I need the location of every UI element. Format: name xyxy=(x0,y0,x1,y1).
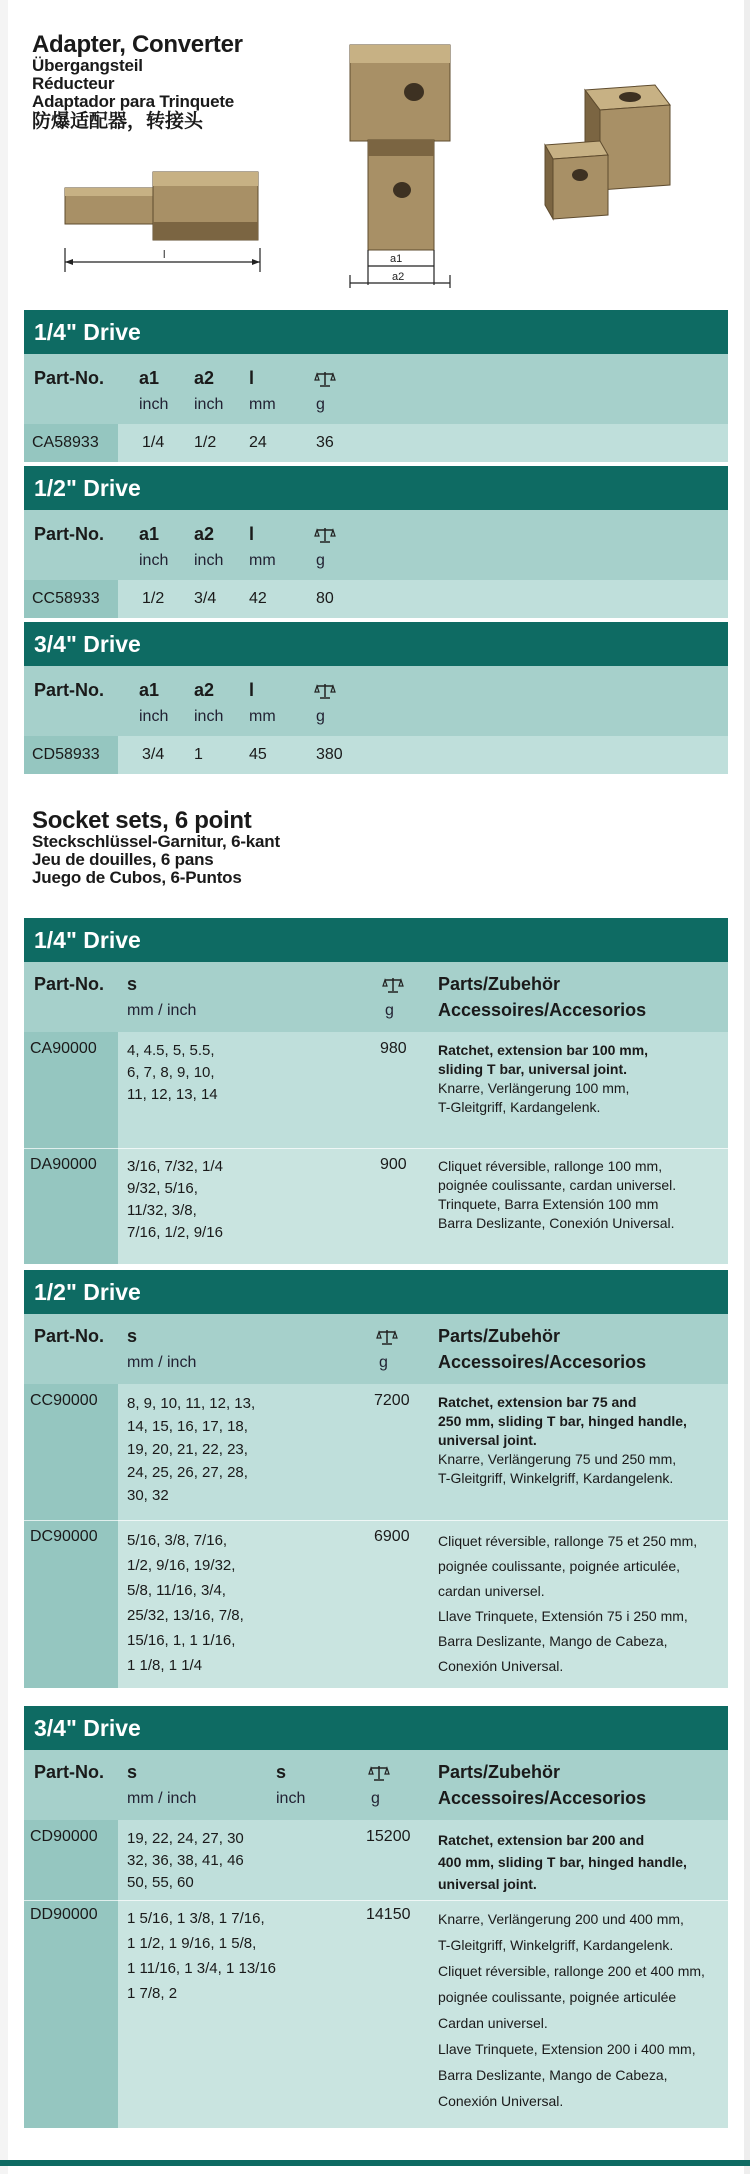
col-s: s xyxy=(127,1762,138,1782)
col-l: l xyxy=(249,524,255,544)
adapter-front-view-image xyxy=(340,40,460,290)
part-no: DC90000 xyxy=(30,1528,98,1545)
scale-icon xyxy=(376,1328,398,1346)
size-line: 11, 12, 13, 14 xyxy=(127,1086,218,1103)
col-s: s xyxy=(127,974,138,994)
value-a1: 1/2 xyxy=(142,590,165,607)
unit-s-inch: inch xyxy=(276,1790,306,1807)
value-a2: 1 xyxy=(194,746,203,763)
socket-sizes xyxy=(127,1828,244,1894)
table-row xyxy=(24,1820,728,1900)
accessories xyxy=(438,1157,676,1233)
size-line: 25/32, 13/16, 7/8, xyxy=(127,1607,244,1624)
accessory-line: cardan universel. xyxy=(438,1583,545,1599)
adapter-title-de: Übergangsteil xyxy=(32,56,143,75)
col-parts: Parts/Zubehör xyxy=(438,974,561,994)
value-l: 24 xyxy=(249,434,267,451)
accessory-line: Ratchet, extension bar 100 mm, xyxy=(438,1042,649,1058)
size-line: 24, 25, 26, 27, 28, xyxy=(127,1464,248,1481)
unit-g: g xyxy=(316,708,325,725)
adapter-side-view-image xyxy=(55,160,270,280)
table-row xyxy=(24,1148,728,1264)
socket-sizes xyxy=(127,1040,218,1106)
size-line: 15/16, 1, 1 1/16, xyxy=(127,1632,236,1649)
value-a1: 1/4 xyxy=(142,434,165,451)
unit-a2: inch xyxy=(194,552,224,569)
sockets-header xyxy=(32,808,280,887)
value-g: 80 xyxy=(316,590,334,607)
accessories xyxy=(438,1393,687,1488)
unit-s: mm / inch xyxy=(127,1002,197,1019)
accessories xyxy=(438,1041,648,1117)
unit-a2: inch xyxy=(194,396,224,413)
size-line: 11/32, 3/8, xyxy=(127,1202,197,1219)
col-part-no: Part-No. xyxy=(34,1326,105,1346)
socket-table-half xyxy=(24,1270,728,1688)
col-part-no: Part-No. xyxy=(34,368,105,388)
scale-icon xyxy=(314,682,336,700)
column-header-row xyxy=(24,354,728,424)
accessory-line: Llave Trinquete, Extension 200 i 400 mm, xyxy=(438,2041,696,2057)
unit-a1: inch xyxy=(139,552,169,569)
col-a1: a1 xyxy=(139,524,160,544)
unit-s: mm / inch xyxy=(127,1790,197,1807)
accessory-line: Conexión Universal. xyxy=(438,2093,564,2109)
col-parts-accessories: Accessoires/Accesorios xyxy=(438,1352,647,1372)
col-l: l xyxy=(249,680,255,700)
value-l: 42 xyxy=(249,590,267,607)
value-a2: 3/4 xyxy=(194,590,217,607)
part-no: DA90000 xyxy=(30,1156,97,1173)
table-row xyxy=(24,424,728,462)
col-parts: Parts/Zubehör xyxy=(438,1326,561,1346)
drive-header: 1/4" Drive xyxy=(24,310,728,354)
accessory-line: Cliquet réversible, rallonge 75 et 250 mm, xyxy=(438,1533,698,1549)
adapter-table-quarter xyxy=(24,310,728,462)
accessory-line: Cliquet réversible, rallonge 200 et 400 mm, xyxy=(438,1963,705,1979)
accessory-line: Ratchet, extension bar 200 and xyxy=(438,1832,645,1848)
sockets-title-es: Juego de Cubos, 6-Puntos xyxy=(32,868,242,887)
accessory-line: Ratchet, extension bar 75 and xyxy=(438,1394,637,1410)
weight: 15200 xyxy=(366,1828,411,1845)
table-row xyxy=(24,1900,728,2128)
col-s: s xyxy=(127,1326,138,1346)
size-line: 30, 32 xyxy=(127,1487,169,1504)
socket-sizes xyxy=(127,1528,244,1678)
drive-header: 3/4" Drive xyxy=(24,622,728,666)
table-row xyxy=(24,736,728,774)
scale-icon xyxy=(368,1764,390,1782)
accessory-line: 250 mm, sliding T bar, hinged handle, xyxy=(438,1413,687,1429)
unit-g: g xyxy=(316,396,325,413)
col-a1: a1 xyxy=(139,680,160,700)
page-bottom-rule xyxy=(0,2160,750,2166)
accessory-line: Cardan universel. xyxy=(438,2015,548,2031)
accessory-line: T-Gleitgriff, Winkelgriff, Kardangelenk. xyxy=(438,1937,674,1953)
size-line: 1 1/8, 1 1/4 xyxy=(127,1657,203,1674)
page-border-left xyxy=(0,0,8,2174)
col-a1: a1 xyxy=(139,368,160,388)
unit-g: g xyxy=(385,1002,394,1019)
accessory-line: Llave Trinquete, Extensión 75 i 250 mm, xyxy=(438,1608,688,1624)
weight: 980 xyxy=(380,1040,407,1057)
sockets-title-de: Steckschlüssel-Garnitur, 6-kant xyxy=(32,832,280,851)
size-line: 1/2, 9/16, 19/32, xyxy=(127,1557,236,1574)
drive-header: 3/4" Drive xyxy=(24,1706,728,1750)
accessory-line: poignée coulissante, poignée articulée xyxy=(438,1989,677,2005)
column-header-row xyxy=(24,1750,728,1820)
unit-s: mm / inch xyxy=(127,1354,197,1371)
scale-icon xyxy=(314,526,336,544)
weight: 900 xyxy=(380,1156,407,1173)
value-g: 380 xyxy=(316,746,343,763)
socket-sizes xyxy=(127,1392,255,1507)
row-divider xyxy=(24,1900,728,1901)
unit-g: g xyxy=(371,1790,380,1807)
drive-header: 1/4" Drive xyxy=(24,918,728,962)
size-line: 5/8, 11/16, 3/4, xyxy=(127,1582,226,1599)
column-header-row xyxy=(24,962,728,1032)
accessory-line: Cliquet réversible, rallonge 100 mm, xyxy=(438,1158,663,1174)
value-a1: 3/4 xyxy=(142,746,165,763)
part-no: CA90000 xyxy=(30,1040,97,1057)
column-header-row xyxy=(24,666,728,736)
table-row xyxy=(24,580,728,618)
size-line: 3/16, 7/32, 1/4 xyxy=(127,1158,223,1175)
size-line: 5/16, 3/8, 7/16, xyxy=(127,1532,228,1549)
col-s-inch: s xyxy=(276,1762,287,1782)
page-border-right xyxy=(744,0,750,2174)
size-line: 7/16, 1/2, 9/16 xyxy=(127,1224,223,1241)
row-divider xyxy=(24,1520,728,1521)
part-no: CD90000 xyxy=(30,1828,98,1845)
accessory-line: sliding T bar, universal joint. xyxy=(438,1061,628,1077)
unit-a2: inch xyxy=(194,708,224,725)
unit-l: mm xyxy=(249,552,276,569)
size-line: 19, 22, 24, 27, 30 xyxy=(127,1830,244,1847)
accessory-line: Barra Deslizante, Mango de Cabeza, xyxy=(438,2067,668,2083)
column-header-row xyxy=(24,1314,728,1384)
col-l: l xyxy=(249,368,255,388)
size-line: 6, 7, 8, 9, 10, xyxy=(127,1064,215,1081)
unit-a1: inch xyxy=(139,708,169,725)
weight: 6900 xyxy=(374,1528,410,1545)
adapter-title-es: Adaptador para Trinquete xyxy=(32,92,235,111)
col-a2: a2 xyxy=(194,680,215,700)
part-no: DD90000 xyxy=(30,1906,98,1923)
accessory-line: T-Gleitgriff, Winkelgriff, Kardangelenk. xyxy=(438,1470,674,1486)
size-line: 1 5/16, 1 3/8, 1 7/16, xyxy=(127,1910,265,1927)
unit-a1: inch xyxy=(139,396,169,413)
col-a2: a2 xyxy=(194,368,215,388)
part-no: CC90000 xyxy=(30,1392,98,1409)
table-row xyxy=(24,1520,728,1688)
accessories xyxy=(438,1829,687,1895)
col-parts-accessories: Accessoires/Accesorios xyxy=(438,1788,647,1808)
adapter-title-fr: Réducteur xyxy=(32,74,115,93)
adapter-title-zh: 防爆适配器，转接头 xyxy=(32,111,204,132)
accessory-line: poignée coulissante, poignée articulée, xyxy=(438,1558,681,1574)
accessories xyxy=(438,1529,697,1679)
drive-header: 1/2" Drive xyxy=(24,466,728,510)
scale-icon xyxy=(314,370,336,388)
value-a2: 1/2 xyxy=(194,434,217,451)
accessory-line: Trinquete, Barra Extensión 100 mm xyxy=(438,1196,659,1212)
col-parts: Parts/Zubehör xyxy=(438,1762,561,1782)
accessory-line: Knarre, Verlängerung 75 und 250 mm, xyxy=(438,1451,677,1467)
weight: 7200 xyxy=(374,1392,410,1409)
sockets-title: Socket sets, 6 point xyxy=(32,807,252,834)
accessory-line: T-Gleitgriff, Kardangelenk. xyxy=(438,1099,601,1115)
socket-table-quarter xyxy=(24,918,728,1264)
col-parts-accessories: Accessoires/Accesorios xyxy=(438,1000,647,1020)
size-line: 9/32, 5/16, xyxy=(127,1180,198,1197)
accessory-line: Barra Deslizante, Mango de Cabeza, xyxy=(438,1633,668,1649)
accessory-line: poignée coulissante, cardan universel. xyxy=(438,1177,677,1193)
part-no-cell-bg xyxy=(24,1900,118,2128)
column-header-row xyxy=(24,510,728,580)
accessory-line: 400 mm, sliding T bar, hinged handle, xyxy=(438,1854,687,1870)
size-line: 4, 4.5, 5, 5.5, xyxy=(127,1042,215,1059)
col-part-no: Part-No. xyxy=(34,680,105,700)
adapter-header xyxy=(32,32,243,133)
col-part-no: Part-No. xyxy=(34,524,105,544)
row-divider xyxy=(24,1148,728,1149)
accessory-line: Barra Deslizante, Conexión Universal. xyxy=(438,1215,675,1231)
drive-header: 1/2" Drive xyxy=(24,1270,728,1314)
size-line: 14, 15, 16, 17, 18, xyxy=(127,1418,248,1435)
size-line: 8, 9, 10, 11, 12, 13, xyxy=(127,1395,256,1412)
accessory-line: universal joint. xyxy=(438,1876,537,1892)
unit-g: g xyxy=(316,552,325,569)
accessory-line: Knarre, Verlängerung 200 und 400 mm, xyxy=(438,1911,684,1927)
socket-sizes xyxy=(127,1156,223,1244)
socket-table-three-quarter xyxy=(24,1706,728,2128)
value-g: 36 xyxy=(316,434,334,451)
size-line: 1 1/2, 1 9/16, 1 5/8, xyxy=(127,1935,257,1952)
accessories xyxy=(438,1906,705,2114)
accessory-line: universal joint. xyxy=(438,1432,537,1448)
size-line: 19, 20, 21, 22, 23, xyxy=(127,1441,248,1458)
adapter-table-half xyxy=(24,466,728,618)
size-line: 50, 55, 60 xyxy=(127,1874,194,1891)
table-row xyxy=(24,1384,728,1520)
part-no: CA58933 xyxy=(32,434,99,451)
adapter-title: Adapter, Converter xyxy=(32,31,243,58)
unit-l: mm xyxy=(249,708,276,725)
adapter-3d-image xyxy=(530,75,680,255)
value-l: 45 xyxy=(249,746,267,763)
col-part-no: Part-No. xyxy=(34,974,105,994)
dim-a2-label: a2 xyxy=(392,271,405,283)
table-row xyxy=(24,1032,728,1148)
part-no: CD58933 xyxy=(32,746,100,763)
unit-l: mm xyxy=(249,396,276,413)
accessory-line: Conexión Universal. xyxy=(438,1658,564,1674)
dim-l-label: l xyxy=(163,249,166,261)
scale-icon xyxy=(382,976,404,994)
dim-a1-label: a1 xyxy=(390,253,403,265)
weight: 14150 xyxy=(366,1906,411,1923)
size-line: 1 11/16, 1 3/4, 1 13/16 xyxy=(127,1960,277,1977)
part-no: CC58933 xyxy=(32,590,100,607)
unit-g: g xyxy=(379,1354,388,1371)
col-part-no: Part-No. xyxy=(34,1762,105,1782)
accessory-line: Knarre, Verlängerung 100 mm, xyxy=(438,1080,630,1096)
socket-sizes xyxy=(127,1906,276,2006)
sockets-title-fr: Jeu de douilles, 6 pans xyxy=(32,850,214,869)
adapter-table-three-quarter xyxy=(24,622,728,774)
size-line: 1 7/8, 2 xyxy=(127,1985,178,2002)
size-line: 32, 36, 38, 41, 46 xyxy=(127,1852,244,1869)
col-a2: a2 xyxy=(194,524,215,544)
